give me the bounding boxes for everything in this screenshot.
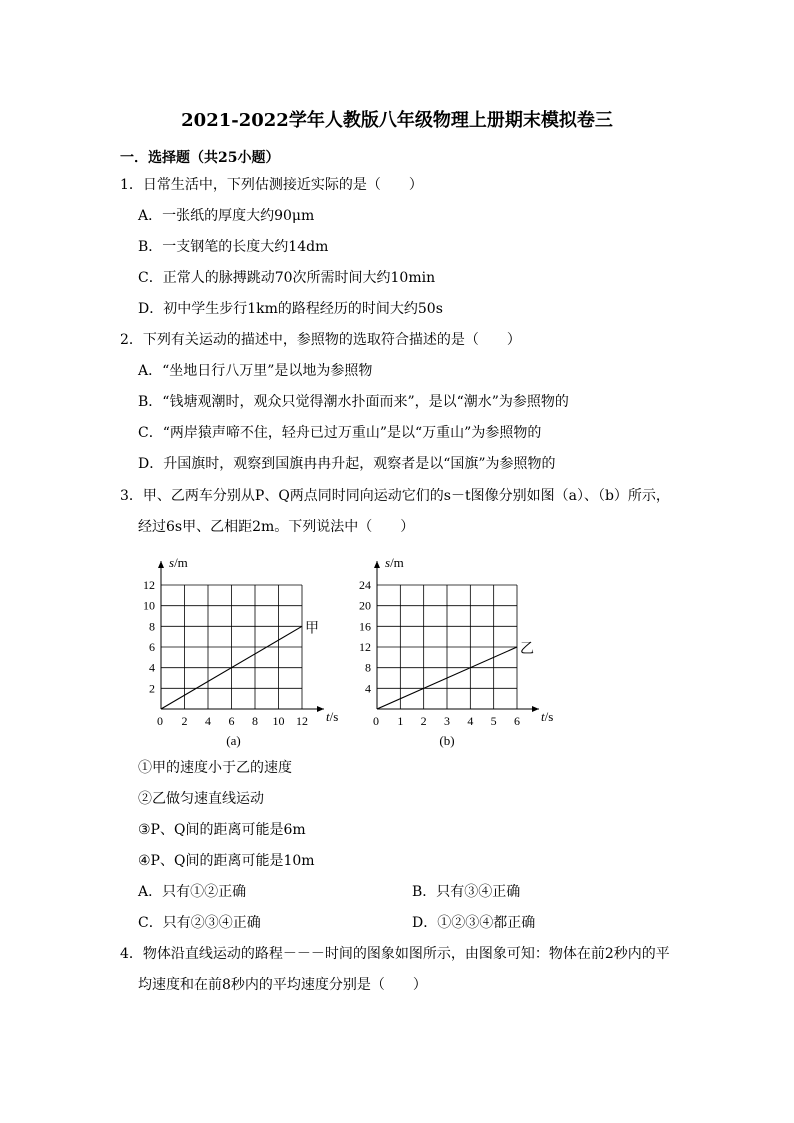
x-axis-arrow bbox=[532, 706, 539, 712]
question-4-stem: 4．物体沿直线运动的路程－－－时间的图象如图所示，由图象可知：物体在前2秒内的平 bbox=[120, 946, 670, 962]
chart-caption: (b) bbox=[439, 733, 455, 748]
x-tick-label: 2 bbox=[181, 714, 188, 728]
x-tick-label: 2 bbox=[420, 714, 427, 728]
question-3-option-a: A．只有①②正确 bbox=[138, 884, 247, 900]
section-heading: 一．选择题（共25小题） bbox=[120, 150, 280, 166]
y-tick-label: 8 bbox=[149, 619, 155, 634]
x-tick-label: 6 bbox=[228, 714, 235, 728]
question-3-statement-1: ①甲的速度小于乙的速度 bbox=[138, 760, 292, 776]
y-tick-label: 8 bbox=[365, 660, 371, 675]
y-tick-label: 12 bbox=[143, 578, 155, 592]
page-title: 2021-2022学年人教版八年级物理上册期末模拟卷三 bbox=[181, 110, 613, 131]
y-axis-arrow bbox=[158, 561, 164, 568]
y-tick-label: 4 bbox=[149, 660, 155, 675]
y-tick-label: 4 bbox=[365, 681, 371, 696]
question-1-option-c: C．正常人的脉搏跳动70次所需时间大约10min bbox=[138, 270, 436, 286]
question-2-stem: 2．下列有关运动的描述中，参照物的选取符合描述的是（ ） bbox=[120, 332, 521, 348]
question-2-option-d: D．升国旗时，观察到国旗冉冉升起，观察者是以“国旗”为参照物的 bbox=[138, 456, 556, 472]
question-3-stem-continued: 经过6s甲、乙相距2m。下列说法中（ ） bbox=[138, 519, 415, 535]
series-label: 甲 bbox=[305, 621, 319, 637]
question-3-statement-3: ③P、Q间的距离可能是6m bbox=[138, 822, 306, 838]
question-1-option-b: B．一支钢笔的长度大约14dm bbox=[138, 239, 329, 255]
x-tick-label: 0 bbox=[157, 714, 163, 728]
question-3-stem: 3．甲、乙两车分别从P、Q两点同时同向运动它们的s－t图像分别如图（a）、（b）所示， bbox=[120, 488, 670, 504]
y-tick-label: 16 bbox=[359, 619, 371, 634]
x-tick-label: 3 bbox=[444, 714, 450, 728]
x-axis-label: t/s bbox=[326, 709, 339, 724]
x-axis-arrow bbox=[317, 706, 324, 712]
question-1-option-a: A．一张纸的厚度大约90μm bbox=[138, 208, 315, 224]
y-tick-label: 20 bbox=[359, 598, 371, 613]
x-axis-label: t/s bbox=[541, 709, 554, 724]
series-label: 乙 bbox=[520, 642, 534, 657]
y-tick-label: 10 bbox=[143, 598, 155, 613]
x-tick-label: 6 bbox=[514, 714, 520, 728]
question-3-option-d: D．①②③④都正确 bbox=[412, 915, 536, 931]
y-tick-label: 12 bbox=[359, 640, 371, 654]
x-tick-label: 5 bbox=[490, 714, 497, 728]
y-axis-arrow bbox=[374, 561, 380, 568]
chart-b bbox=[345, 545, 560, 750]
question-2-option-a: A．“坐地日行八万里”是以地为参照物 bbox=[138, 363, 373, 379]
x-tick-label: 1 bbox=[397, 714, 404, 728]
y-tick-label: 2 bbox=[149, 681, 155, 696]
y-tick-label: 6 bbox=[149, 640, 155, 654]
x-tick-label: 4 bbox=[205, 714, 211, 728]
question-3-option-c: C．只有②③④正确 bbox=[138, 915, 261, 931]
question-2-option-c: C．“两岸猿声啼不住，轻舟已过万重山”是以“万重山”为参照物的 bbox=[138, 425, 542, 441]
chart-caption: (a) bbox=[226, 733, 241, 748]
question-4-stem-continued: 均速度和在前8秒内的平均速度分别是（ ） bbox=[138, 977, 427, 993]
x-tick-label: 4 bbox=[467, 714, 474, 728]
x-tick-label: 8 bbox=[252, 714, 258, 728]
y-tick-label: 24 bbox=[359, 578, 371, 592]
question-3-option-b: B．只有③④正确 bbox=[412, 884, 521, 900]
question-1-stem: 1．日常生活中，下列估测接近实际的是（ ） bbox=[120, 177, 423, 193]
question-3-statement-2: ②乙做匀速直线运动 bbox=[138, 791, 264, 807]
question-3-statement-4: ④P、Q间的距离可能是10m bbox=[138, 853, 315, 869]
y-axis-label: s/m bbox=[169, 555, 188, 570]
question-1-option-d: D．初中学生步行1km的路程经历的时间大约50s bbox=[138, 301, 443, 317]
question-2-option-b: B．“钱塘观潮时，观众只觉得潮水扑面而来”，是以“潮水”为参照物的 bbox=[138, 394, 569, 410]
x-tick-label: 0 bbox=[373, 714, 379, 728]
y-axis-label: s/m bbox=[385, 555, 404, 570]
x-tick-label: 10 bbox=[272, 714, 285, 728]
x-tick-label: 12 bbox=[296, 714, 308, 728]
chart-a bbox=[130, 545, 339, 750]
